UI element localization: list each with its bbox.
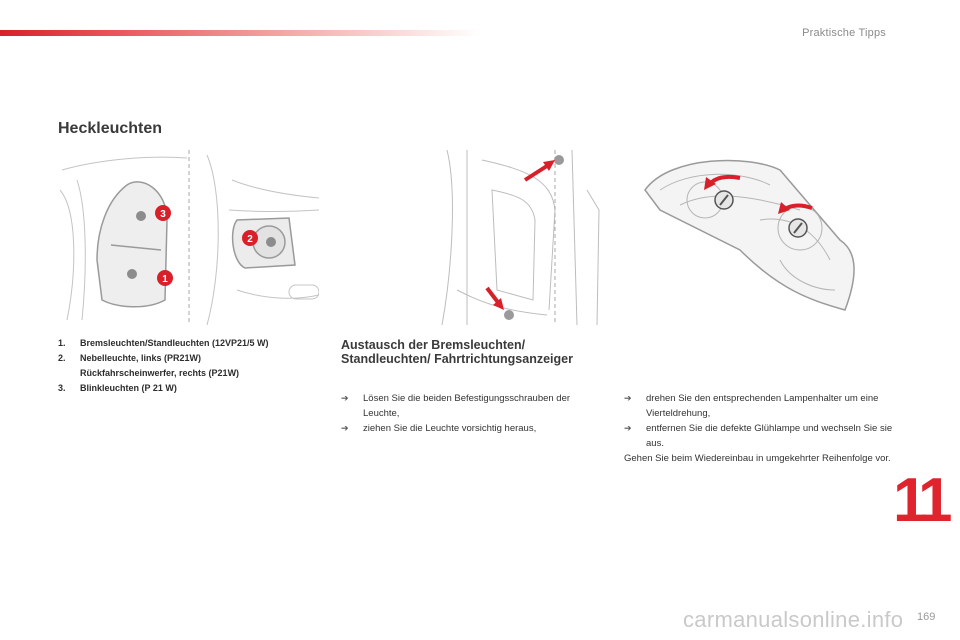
callout-2 — [242, 230, 258, 246]
legend-number — [58, 366, 80, 381]
right-arrow-bullet-icon: ➔ — [341, 393, 349, 403]
callout-1 — [157, 270, 173, 286]
procedure-steps-left — [341, 391, 601, 436]
rear-light-illustration — [57, 150, 319, 325]
step-text: drehen Sie den entsprechenden Lampenhalter um eine Vierteldrehung, — [646, 393, 879, 419]
svg-text:2: 2 — [247, 234, 253, 245]
legend-item — [58, 381, 328, 396]
section-title: Praktische Tipps — [802, 27, 886, 39]
legend-text: Bremsleuchten/Standleuchten (12VP21/5 W) — [80, 338, 269, 348]
watermark: carmanualsonline.info — [683, 607, 904, 632]
right-arrow-bullet-icon: ➔ — [624, 423, 632, 433]
legend-text: Rückfahrscheinwerfer, rechts (P21W) — [80, 368, 240, 378]
tailgate-screws-illustration — [437, 150, 602, 325]
legend-number: 2. — [58, 353, 66, 363]
procedure-title: Austausch der Bremsleuchten/ Standleuchten/ Fahrtrichtungsanzeiger — [341, 338, 573, 366]
legend-number: 1. — [58, 338, 66, 348]
step-text: Lösen Sie die beiden Befestigungsschrauben der Leuchte, — [363, 393, 571, 419]
svg-text:3: 3 — [160, 209, 166, 220]
procedure-step — [341, 421, 601, 436]
procedure-step — [341, 391, 601, 421]
step-text: entfernen Sie die defekte Glühlampe und wechseln Sie sie aus. — [646, 423, 893, 449]
closing-note: Gehen Sie beim Wiedereinbau in umgekehrter Reihenfolge vor. — [624, 453, 891, 464]
legend-number: 3. — [58, 383, 66, 393]
right-arrow-bullet-icon: ➔ — [341, 423, 349, 433]
legend-item — [58, 366, 328, 381]
legend-text: Nebelleuchte, links (PR21W) — [80, 353, 202, 363]
procedure-steps-right — [624, 391, 894, 466]
legend-text: Blinkleuchten (P 21 W) — [80, 383, 177, 393]
procedure-step — [624, 421, 894, 451]
lamp-holder-illustration — [640, 150, 862, 325]
bulb-legend — [58, 336, 328, 396]
page-number: 169 — [917, 611, 936, 623]
svg-text:1: 1 — [162, 274, 168, 285]
step-text: ziehen Sie die Leuchte vorsichtig heraus, — [363, 423, 537, 434]
right-arrow-bullet-icon: ➔ — [624, 393, 632, 403]
chapter-number: 11 — [893, 466, 947, 535]
legend-item — [58, 351, 328, 366]
procedure-step — [624, 391, 894, 421]
callout-3 — [155, 205, 171, 221]
page-heading: Heckleuchten — [58, 120, 163, 137]
header-accent-bar — [0, 30, 480, 36]
legend-item — [58, 336, 328, 351]
